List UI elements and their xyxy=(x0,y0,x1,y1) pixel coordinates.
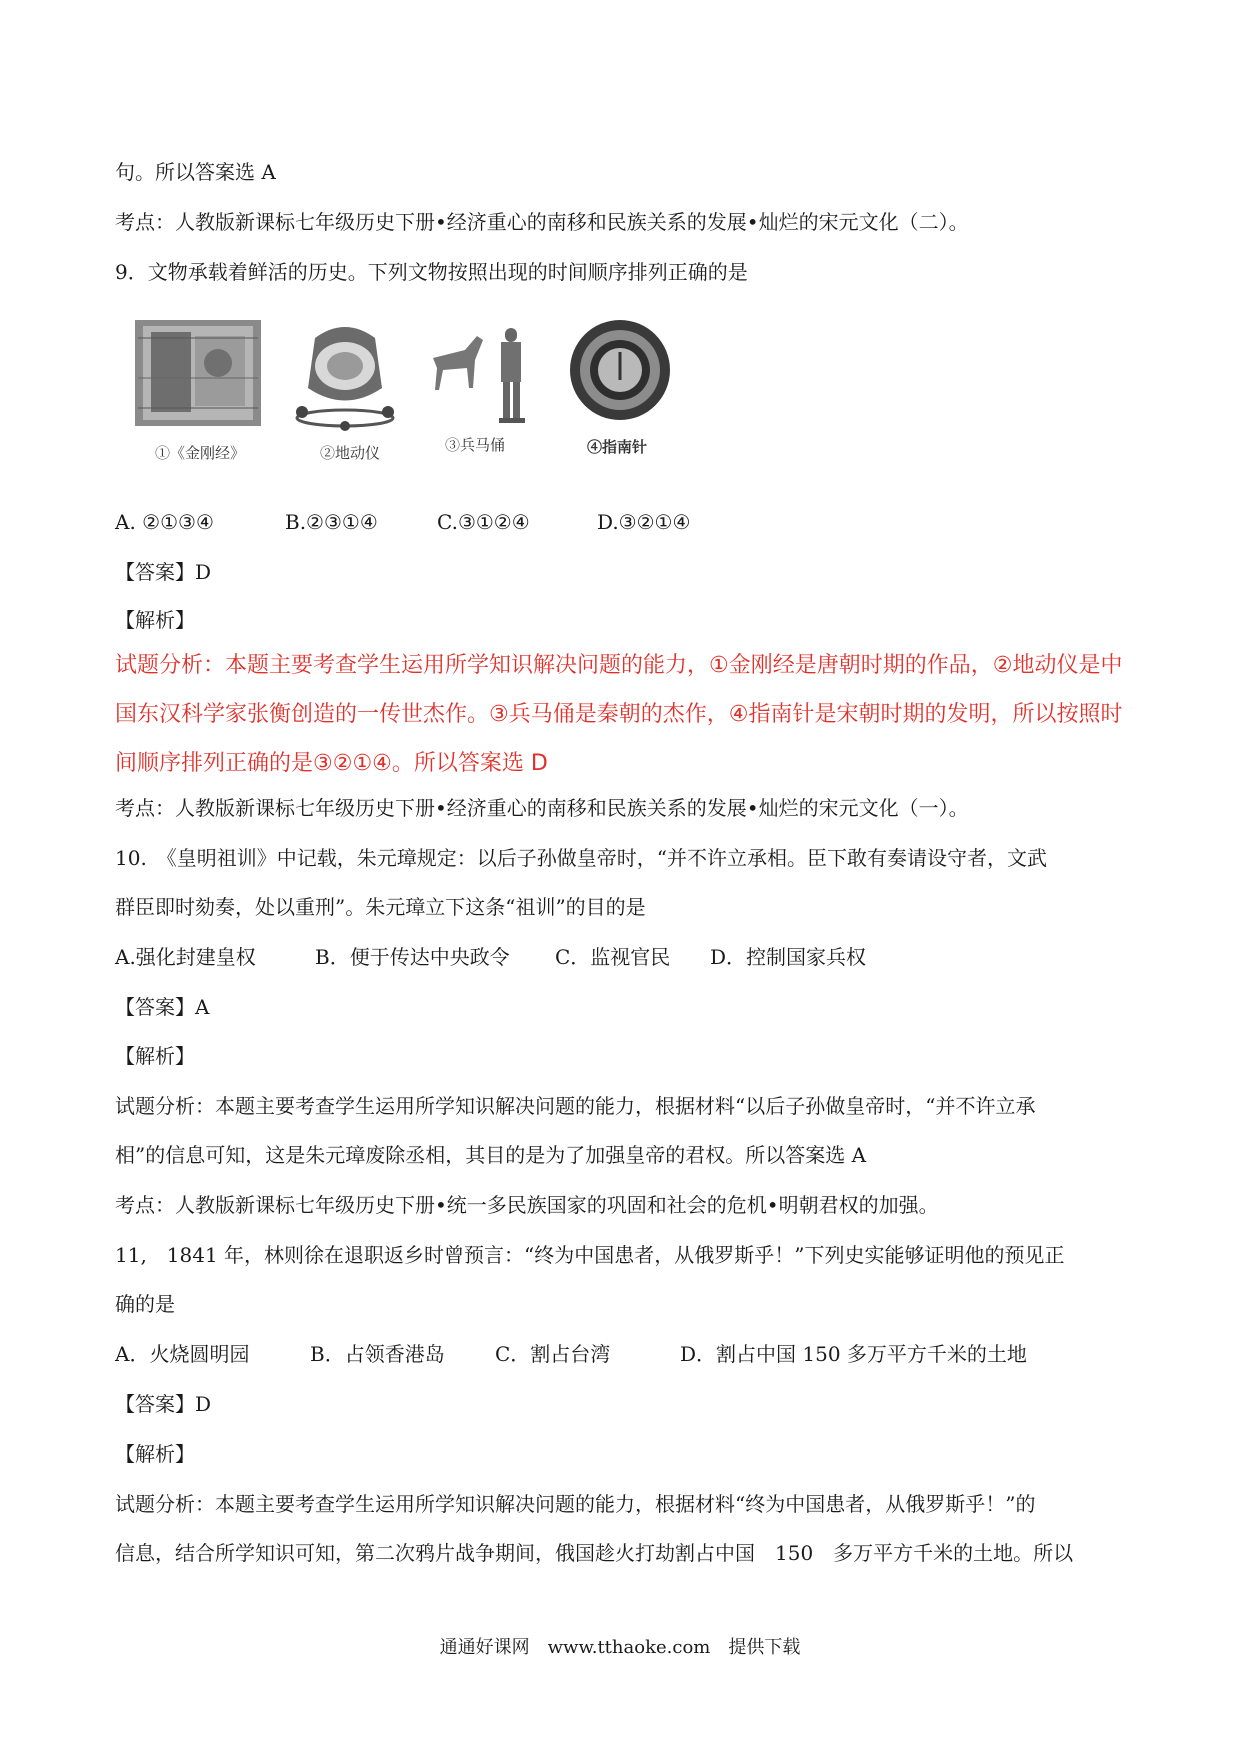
question-9-figures xyxy=(125,318,685,468)
option-c: C．监视官民 xyxy=(555,945,671,969)
question-11-line: 11, 1841 年，林则徐在退职返乡时曾预言：“终为中国患者，从俄罗斯乎！”下列史实能够证明他的预见正 xyxy=(115,1243,1065,1267)
compass-image xyxy=(565,318,675,428)
option-a: A.强化封建皇权 xyxy=(115,945,256,969)
option-d: D．控制国家兵权 xyxy=(710,945,867,969)
option-b: B．便于传达中央政令 xyxy=(315,945,510,969)
figure-caption: ②地动仪 xyxy=(320,444,381,462)
diamond-sutra-image xyxy=(133,318,263,428)
answer-11: 【答案】D xyxy=(115,1392,212,1416)
option-a: A．火烧圆明园 xyxy=(115,1342,250,1366)
question-11-line: 确的是 xyxy=(115,1292,175,1316)
answer-9: 【答案】D xyxy=(115,560,212,584)
analysis-9-heading: 【解析】 xyxy=(115,608,195,632)
option-d: D．割占中国 150 多万平方千米的土地 xyxy=(680,1342,1027,1366)
analysis-11-line: 试题分析：本题主要考查学生运用所学知识解决问题的能力，根据材料“终为中国患者，从俄罗斯乎！”的 xyxy=(115,1492,1036,1516)
question-11-options xyxy=(115,1340,1027,1368)
analysis-10-line: 试题分析：本题主要考查学生运用所学知识解决问题的能力，根据材料“以后子孙做皇帝时，“并不许立承 xyxy=(115,1094,1036,1118)
figure-caption: ③兵马俑 xyxy=(445,436,506,454)
option-c: C.③①②④ xyxy=(437,510,530,534)
question-10-line: 群臣即时劾奏，处以重刑”。朱元璋立下这条“祖训”的目的是 xyxy=(115,895,646,919)
terracotta-image xyxy=(425,318,545,428)
seismograph-image xyxy=(290,318,400,433)
question-9: 9．文物承载着鲜活的历史。下列文物按照出现的时间顺序排列正确的是 xyxy=(115,260,748,284)
answer-10: 【答案】A xyxy=(115,995,210,1019)
figure-caption: ①《金刚经》 xyxy=(155,444,246,462)
page-footer: 通通好课网 www.tthaoke.com 提供下载 xyxy=(439,1637,801,1658)
question-10-options xyxy=(115,943,866,971)
question-10-line: 10. 《皇明祖训》中记载，朱元璋规定：以后子孙做皇帝时，“并不许立承相。臣下敢有奏请设守者，文武 xyxy=(115,846,1048,870)
option-c: C．割占台湾 xyxy=(495,1342,611,1366)
question-9-options xyxy=(115,508,690,536)
kaodian-10: 考点：人教版新课标七年级历史下册•统一多民族国家的巩固和社会的危机•明朝君权的加强。 xyxy=(115,1193,939,1217)
figure-caption: ④指南针 xyxy=(587,438,648,456)
analysis-9-line: 试题分析：本题主要考查学生运用所学知识解决问题的能力，①金刚经是唐朝时期的作品，②地动仪是中 xyxy=(115,653,1123,678)
analysis-10-line: 相”的信息可知，这是朱元璋废除丞相，其目的是为了加强皇帝的君权。所以答案选 A xyxy=(115,1143,867,1167)
analysis-9-line: 国东汉科学家张衡创造的一传世杰作。③兵马俑是秦朝的杰作，④指南针是宋朝时期的发明，所以按照时 xyxy=(115,702,1123,727)
option-d: D.③②①④ xyxy=(597,510,691,534)
kaodian-line: 考点：人教版新课标七年级历史下册•经济重心的南移和民族关系的发展•灿烂的宋元文化（二）。 xyxy=(115,210,969,234)
option-b: B.②③①④ xyxy=(285,510,378,534)
text-line: 句。所以答案选 A xyxy=(115,160,276,184)
kaodian-9: 考点：人教版新课标七年级历史下册•经济重心的南移和民族关系的发展•灿烂的宋元文化（一）。 xyxy=(115,796,969,820)
option-a: A. ②①③④ xyxy=(115,510,214,534)
analysis-11-line: 信息，结合所学知识可知，第二次鸦片战争期间，俄国趁火打劫割占中国 150 多万平方千米的土地。所以 xyxy=(115,1541,1074,1565)
analysis-10-heading: 【解析】 xyxy=(115,1044,195,1068)
analysis-9-line: 间顺序排列正确的是③②①④。所以答案选 D xyxy=(115,751,548,776)
analysis-11-heading: 【解析】 xyxy=(115,1442,195,1466)
option-b: B．占领香港岛 xyxy=(310,1342,445,1366)
